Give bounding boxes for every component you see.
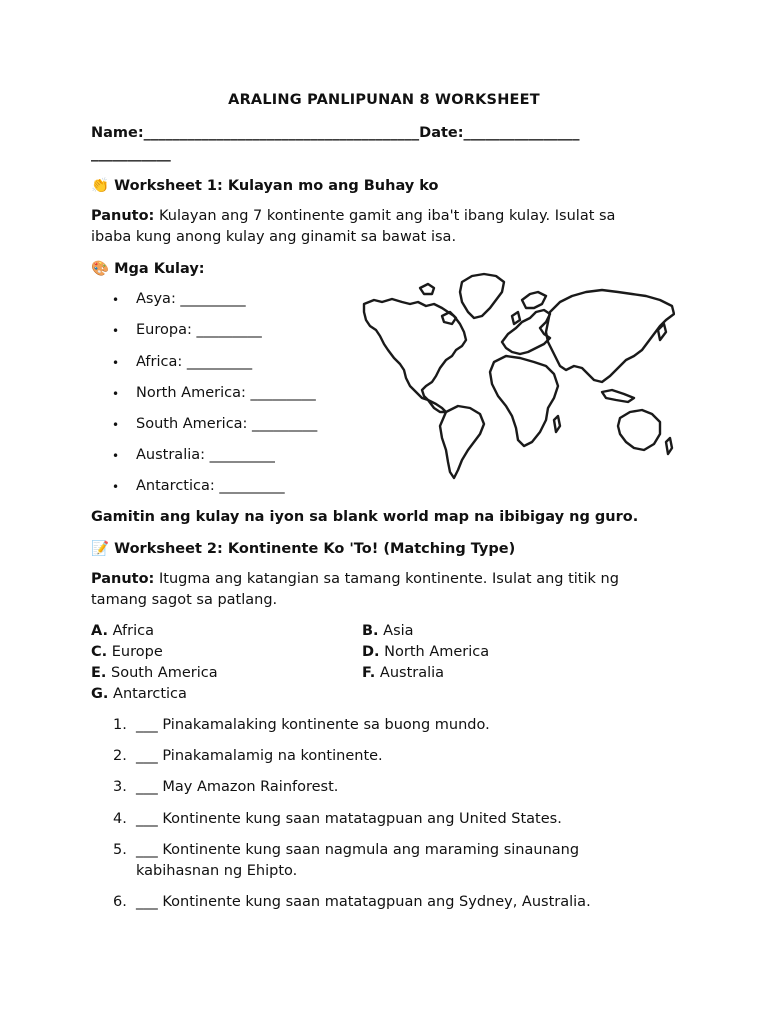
matching-item-2: ___ Pinakamalamig na kontinente. <box>136 748 383 764</box>
madagascar-outline <box>554 416 560 432</box>
worksheet-1-heading: 👏 Worksheet 1: Kulayan mo ang Buhay ko <box>91 178 439 194</box>
name-date-line: Name:______________________________________Date:________________ <box>91 125 580 141</box>
choice-name: Asia <box>378 623 414 639</box>
choice-letter: C. <box>91 644 108 660</box>
choice-letter: D. <box>362 644 380 660</box>
color-item-europa: Europa: _________ <box>136 322 262 338</box>
indonesia-outline <box>602 390 634 402</box>
bullet-icon: • <box>112 356 120 370</box>
bullet-icon: • <box>112 480 120 494</box>
matching-item-5: ___ Kontinente kung saan nagmula ang maraming sinaunang kabihasnan ng Ehipto. <box>136 842 580 879</box>
choice-letter: F. <box>362 665 376 681</box>
choice-a <box>91 623 154 639</box>
color-item-asya: Asya: _________ <box>136 291 246 307</box>
south-america-outline <box>440 406 484 478</box>
hudson-island-outline <box>442 312 456 324</box>
matching-item-6: ___ Kontinente kung saan matatagpuan ang Sydney, Australia. <box>136 894 591 910</box>
choice-d <box>362 644 489 660</box>
worksheet-2-heading: 📝 Worksheet 2: Kontinente Ko 'To! (Matching Type) <box>91 541 516 557</box>
color-item-australia: Australia: _________ <box>136 447 275 463</box>
color-item-antarctica: Antarctica: _________ <box>136 478 285 494</box>
panuto-text: Kulayan ang 7 kontinente gamit ang iba't ibang kulay. Isulat sa ibaba kung anong kulay ang ginamit sa bawat isa. <box>91 208 616 245</box>
color-item-north-america: North America: _________ <box>136 385 316 401</box>
choice-name: South America <box>106 665 218 681</box>
color-item-south-america: South America: _________ <box>136 416 318 432</box>
color-item-africa: Africa: _________ <box>136 354 253 370</box>
choice-name: Australia <box>375 665 445 681</box>
choice-letter: E. <box>91 665 107 681</box>
worksheet-1-map-instruction: Gamitin ang kulay na iyon sa blank world map na ibibigay ng guro. <box>91 509 639 525</box>
item-number: 3. <box>113 779 127 795</box>
scandinavia-outline <box>522 292 546 308</box>
item-number: 1. <box>113 717 127 733</box>
choice-letter: B. <box>362 623 379 639</box>
choice-name: Europe <box>107 644 163 660</box>
choice-g <box>91 686 187 702</box>
worksheet-1-instructions <box>91 206 651 248</box>
asia-outline <box>546 290 674 382</box>
colors-heading: 🎨 Mga Kulay: <box>91 261 205 277</box>
matching-item-1: ___ Pinakamalaking kontinente sa buong mundo. <box>136 717 490 733</box>
choice-letter: G. <box>91 686 109 702</box>
british-isles-outline <box>512 312 520 324</box>
item-number: 2. <box>113 748 127 764</box>
choice-letter: A. <box>91 623 108 639</box>
bullet-icon: • <box>112 293 120 307</box>
page-title: ARALING PANLIPUNAN 8 WORKSHEET <box>228 92 540 108</box>
bullet-icon: • <box>112 387 120 401</box>
panuto-text: Itugma ang katangian sa tamang kontinente. Isulat ang titik ng tamang sagot sa patlang. <box>91 571 619 608</box>
bullet-icon: • <box>112 449 120 463</box>
australia-outline <box>618 410 660 450</box>
arctic-island-outline <box>420 284 434 294</box>
bullet-icon: • <box>112 324 120 338</box>
new-zealand-outline <box>666 438 672 454</box>
greenland-outline <box>460 274 504 318</box>
choice-b <box>362 623 414 639</box>
worksheet-2-instructions <box>91 569 651 611</box>
europe-outline <box>502 310 550 354</box>
world-map-outline <box>362 272 675 480</box>
bullet-icon: • <box>112 418 120 432</box>
name-date-line-continuation: ___________ <box>91 146 171 162</box>
choice-c <box>91 644 163 660</box>
matching-item-3: ___ May Amazon Rainforest. <box>136 779 339 795</box>
choice-name: North America <box>379 644 490 660</box>
choice-f <box>362 665 444 681</box>
choice-name: Africa <box>108 623 154 639</box>
item-number: 5. <box>113 842 127 858</box>
item-number: 6. <box>113 894 127 910</box>
choice-e <box>91 665 218 681</box>
central-america-outline <box>428 400 446 412</box>
panuto-label: Panuto: <box>91 571 155 587</box>
panuto-label: Panuto: <box>91 208 155 224</box>
matching-item-4: ___ Kontinente kung saan matatagpuan ang United States. <box>136 811 562 827</box>
africa-outline <box>490 356 558 446</box>
choice-name: Antarctica <box>108 686 187 702</box>
item-number: 4. <box>113 811 127 827</box>
